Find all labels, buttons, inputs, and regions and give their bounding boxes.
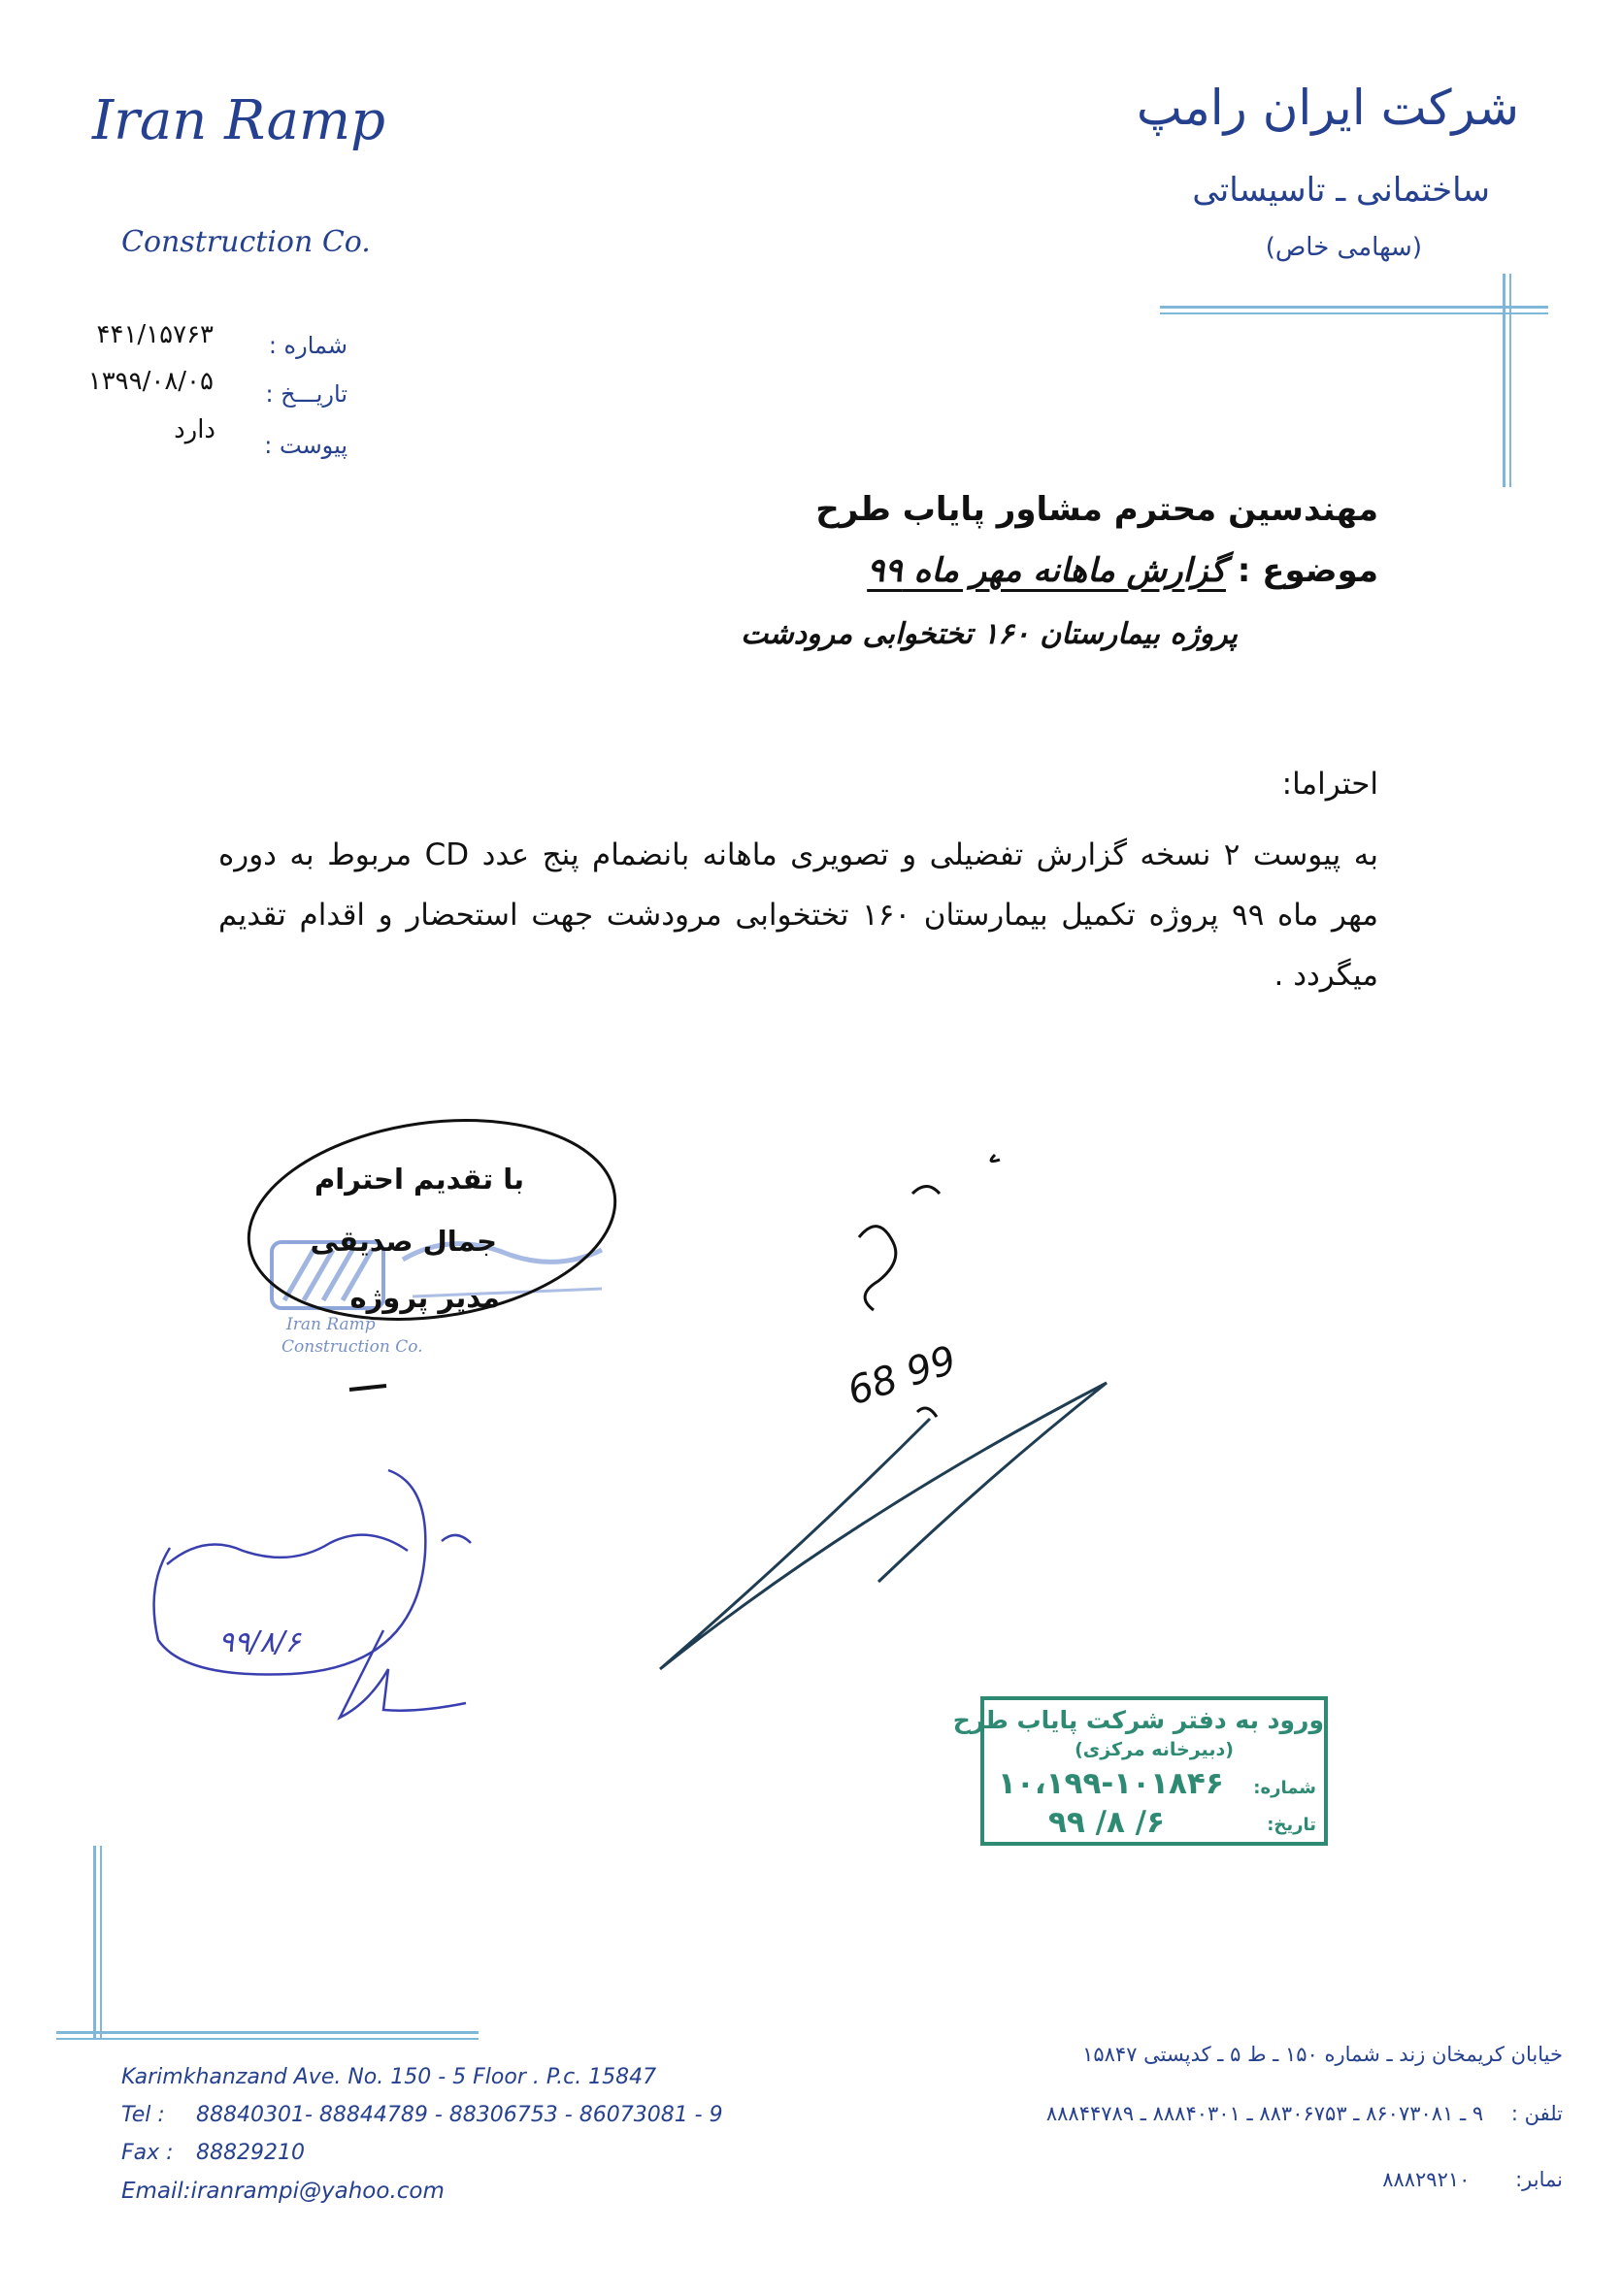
stamp-title: ورود به دفتر شرکت پایاب طرح <box>952 1706 1324 1734</box>
top-right-line-horizontal-2 <box>1160 312 1548 314</box>
subject-value: گزارش ماهانه مهر ماه ۹۹ <box>867 551 1226 590</box>
footer-fax-fa <box>1382 2168 1563 2191</box>
footer-fax-label-en: Fax : <box>121 2141 174 2165</box>
brand-tagline-fa: ساختمانی ـ تاسیساتی <box>1192 171 1490 210</box>
handwritten-number-note: 68 99 <box>842 1337 962 1415</box>
receipt-stamp <box>952 1696 1328 1846</box>
recipient: مهندسین محترم مشاور پایاب طرح <box>815 490 1378 529</box>
brand-name-fa: شرکت ایران رامپ <box>1136 80 1519 136</box>
date-label: تاریـــخ : <box>265 380 347 408</box>
footer-tel-value-en: 88840301- 88844789 - 88306753 - 86073081 - 9 <box>196 2103 723 2127</box>
footer-tel-label-en: Tel : <box>121 2103 165 2127</box>
footer-tel-en <box>121 2103 723 2127</box>
attachment-label: پیوست : <box>264 432 347 459</box>
handwritten-date-note: ۹۹/۸/۶ <box>218 1625 301 1659</box>
bottom-left-line-horizontal-1 <box>56 2031 479 2034</box>
bottom-left-line-vertical-2 <box>100 1846 102 2040</box>
stamp-number-label: شماره: <box>1253 1778 1316 1798</box>
footer-tel-fa <box>1046 2102 1563 2125</box>
bottom-left-line-vertical-1 <box>93 1846 96 2040</box>
stamp-date-value: ۹۹ /۸ /۶ <box>1048 1805 1165 1840</box>
subject-label: موضوع : <box>1237 551 1378 590</box>
footer-tel-value-fa: ۹ ـ ۸۶۰۷۳۰۸۱ ـ ۸۸۳۰۶۷۵۳ ـ ۸۸۸۴۰۳۰۱ ـ ۸۸۸۴۴۷۸۹ <box>1045 2102 1484 2125</box>
footer-fax-en <box>121 2141 305 2165</box>
footer-fax-value-fa: ۸۸۸۲۹۲۱۰ <box>1382 2168 1471 2191</box>
footer-tel-label-fa: تلفن : <box>1510 2102 1563 2125</box>
salutation: احتراما: <box>1281 767 1378 802</box>
footer-fax-value-en: 88829210 <box>196 2141 305 2165</box>
footer-email-en[interactable]: Email:iranrampi@yahoo.com <box>121 2179 445 2204</box>
closing-regards: با تقدیم احترام <box>314 1163 524 1196</box>
seal-text-en-2: Construction Co. <box>281 1337 423 1357</box>
number-label: شماره : <box>268 332 347 359</box>
number-value: ۴۴۱/۱۵۷۶۳ <box>96 320 214 349</box>
seal-text-en-1: Iran Ramp <box>286 1315 376 1334</box>
footer-address-fa: خیابان کریمخان زند ـ شماره ۱۵۰ ـ ط ۵ ـ کدپستی ۱۵۸۴۷ <box>1082 2043 1563 2066</box>
footer-fax-label-fa: نمابر: <box>1515 2168 1563 2191</box>
footer-address-en: Karimkhanzand Ave. No. 150 - 5 Floor . P.c. 15847 <box>121 2065 657 2089</box>
attachment-value: دارد <box>174 415 215 444</box>
company-type-fa: (سهامی خاص) <box>1265 233 1422 262</box>
top-right-line-vertical-1 <box>1503 274 1505 487</box>
brand-name-en: Iran Ramp <box>92 89 385 152</box>
project-name: پروژه بیمارستان ۱۶۰ تختخوابی مرودشت <box>741 617 1238 651</box>
brand-tagline-en: Construction Co. <box>121 225 371 259</box>
top-right-line-horizontal-1 <box>1160 306 1548 309</box>
signer-name: جمال صدیقی <box>310 1225 497 1258</box>
bottom-left-line-horizontal-2 <box>56 2038 479 2040</box>
subject-line <box>867 551 1378 590</box>
stamp-date-label: تاریخ: <box>1267 1815 1316 1835</box>
stamp-number-value: ۱۰،۱۹۹-۱۰۱۸۴۶ <box>998 1766 1224 1801</box>
letter-body: به پیوست ۲ نسخه گزارش تفضیلی و تصویری ماهانه بانضمام پنج عدد CD مربوط به دوره مهر ماه ۹۹ پروژه تکمیل بیمارستان ۱۶۰ تختخوابی مرودشت جهت استحضار و اقدام تقدیم میگردد . <box>218 837 1378 993</box>
stamp-subtitle: (دبیرخانه مرکزی) <box>1075 1739 1234 1760</box>
date-value: ۱۳۹۹/۰۸/۰۵ <box>87 367 214 396</box>
signer-title: مدیر پروژه <box>349 1281 500 1314</box>
top-right-line-vertical-2 <box>1509 274 1511 487</box>
